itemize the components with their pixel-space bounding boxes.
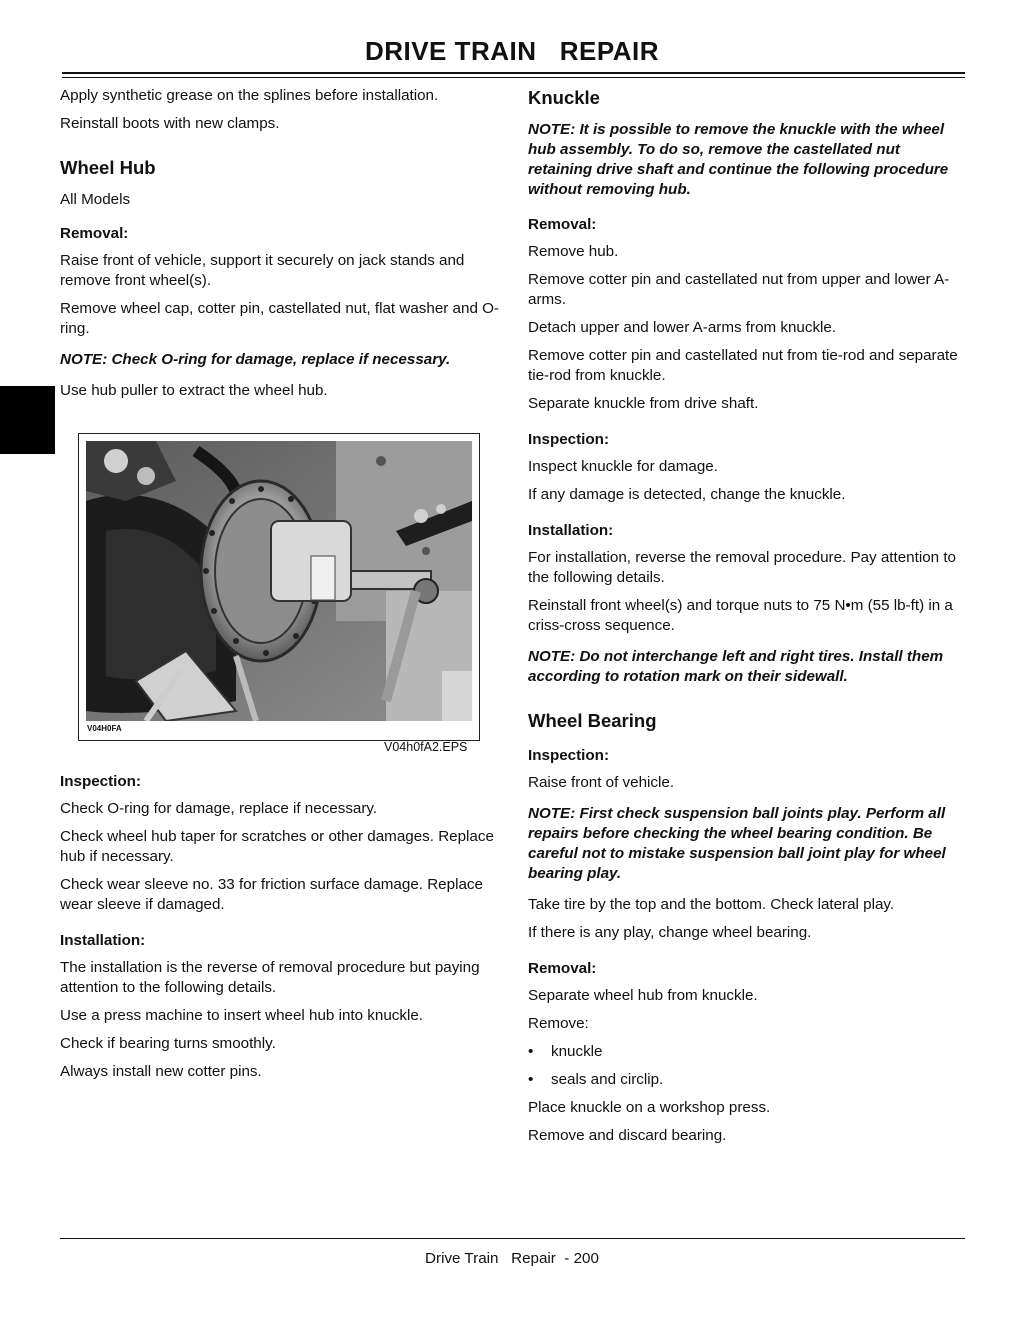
wheel-hub-heading: Wheel Hub bbox=[60, 157, 156, 178]
removal-note: NOTE: Check O-ring for damage, replace if necessary. bbox=[60, 351, 451, 368]
wheel-hub-puller-photo bbox=[78, 433, 480, 741]
wheel-bearing-heading: Wheel Bearing bbox=[528, 710, 657, 731]
installation-note: NOTE: Do not interchange left and right tires. Install them according to rotation mark on their sidewall. bbox=[528, 648, 944, 685]
bullet-text: seals and circlip. bbox=[551, 1071, 664, 1088]
bullet-text: knuckle bbox=[551, 1043, 603, 1060]
inspection-step: Check O-ring for damage, replace if necessary. bbox=[60, 800, 378, 817]
left-column-lower bbox=[60, 772, 500, 1090]
removal-heading: Removal: bbox=[60, 225, 129, 242]
installation-step: Always install new cotter pins. bbox=[60, 1063, 262, 1080]
removal-step: Raise front of vehicle, support it securely on jack stands and remove front wheel(s). bbox=[60, 252, 465, 289]
bullet-icon: • bbox=[528, 1043, 534, 1060]
intro-text: Reinstall boots with new clamps. bbox=[60, 115, 280, 132]
installation-heading: Installation: bbox=[60, 932, 146, 949]
figure-tag: V04H0FA bbox=[87, 724, 122, 733]
inspection-step: Check wheel hub taper for scratches or other damages. Replace hub if necessary. bbox=[60, 828, 494, 865]
inspection-step: Take tire by the top and the bottom. Check lateral play. bbox=[528, 896, 895, 913]
removal-heading: Removal: bbox=[528, 216, 597, 233]
removal-step: Remove and discard bearing. bbox=[528, 1127, 727, 1144]
inspection-step: Check wear sleeve no. 33 for friction surface damage. Replace wear sleeve if damaged. bbox=[60, 876, 483, 913]
footer-rule bbox=[60, 1238, 965, 1239]
inspection-heading: Inspection: bbox=[528, 747, 610, 764]
bullet-icon: • bbox=[528, 1071, 534, 1088]
inspection-step: Raise front of vehicle. bbox=[528, 774, 675, 791]
header-rule-thin bbox=[62, 77, 965, 78]
removal-step: Remove cotter pin and castellated nut from tie-rod and separate tie-rod from knuckle. bbox=[528, 347, 958, 384]
section-tab-marker bbox=[0, 386, 55, 454]
installation-step: Check if bearing turns smoothly. bbox=[60, 1035, 276, 1052]
intro-text: Apply synthetic grease on the splines before installation. bbox=[60, 87, 439, 104]
inspection-heading: Inspection: bbox=[60, 773, 142, 790]
removal-step: Separate knuckle from drive shaft. bbox=[528, 395, 759, 412]
inspection-heading: Inspection: bbox=[528, 431, 610, 448]
installation-step: Use a press machine to insert wheel hub into knuckle. bbox=[60, 1007, 424, 1024]
installation-step: For installation, reverse the removal procedure. Pay attention to the following details. bbox=[528, 549, 957, 586]
removal-step: Place knuckle on a workshop press. bbox=[528, 1099, 771, 1116]
inspection-step: Inspect knuckle for damage. bbox=[528, 458, 718, 475]
installation-step: The installation is the reverse of removal procedure but paying attention to the following details. bbox=[60, 959, 480, 996]
knuckle-heading: Knuckle bbox=[528, 87, 600, 108]
installation-heading: Installation: bbox=[528, 522, 614, 539]
inspection-step: If there is any play, change wheel bearing. bbox=[528, 924, 812, 941]
bullet-item bbox=[528, 1042, 968, 1062]
bullet-item bbox=[528, 1070, 968, 1090]
removal-step: Use hub puller to extract the wheel hub. bbox=[60, 382, 328, 399]
removal-step: Remove hub. bbox=[528, 243, 619, 260]
removal-step: Remove: bbox=[528, 1015, 589, 1032]
wheel-hub-models: All Models bbox=[60, 191, 131, 208]
page-title: DRIVE TRAIN REPAIR bbox=[364, 36, 660, 66]
photo-image bbox=[86, 441, 472, 721]
inspection-step: If any damage is detected, change the knuckle. bbox=[528, 486, 846, 503]
page-footer: Drive Train Repair - 200 bbox=[425, 1250, 599, 1267]
header-rule bbox=[62, 72, 965, 74]
removal-step: Separate wheel hub from knuckle. bbox=[528, 987, 758, 1004]
removal-step: Remove wheel cap, cotter pin, castellated nut, flat washer and O-ring. bbox=[60, 300, 499, 337]
installation-step: Reinstall front wheel(s) and torque nuts to 75 N•m (55 lb-ft) in a criss-cross sequence. bbox=[528, 597, 953, 634]
left-column bbox=[60, 86, 500, 409]
figure-caption: V04h0fA2.EPS bbox=[384, 740, 468, 754]
removal-heading: Removal: bbox=[528, 960, 597, 977]
bearing-note: NOTE: First check suspension ball joints play. Perform all repairs before checking the wheel bearing condition. Be careful not to mistake suspension ball joint play for wheel bearing play. bbox=[528, 805, 946, 882]
removal-step: Detach upper and lower A-arms from knuckle. bbox=[528, 319, 837, 336]
removal-step: Remove cotter pin and castellated nut from upper and lower A-arms. bbox=[528, 271, 950, 308]
knuckle-note: NOTE: It is possible to remove the knuckle with the wheel hub assembly. To do so, remove the castellated nut retaining drive shaft and continue the following procedure without removing hub. bbox=[528, 121, 949, 198]
right-column bbox=[528, 86, 968, 1154]
